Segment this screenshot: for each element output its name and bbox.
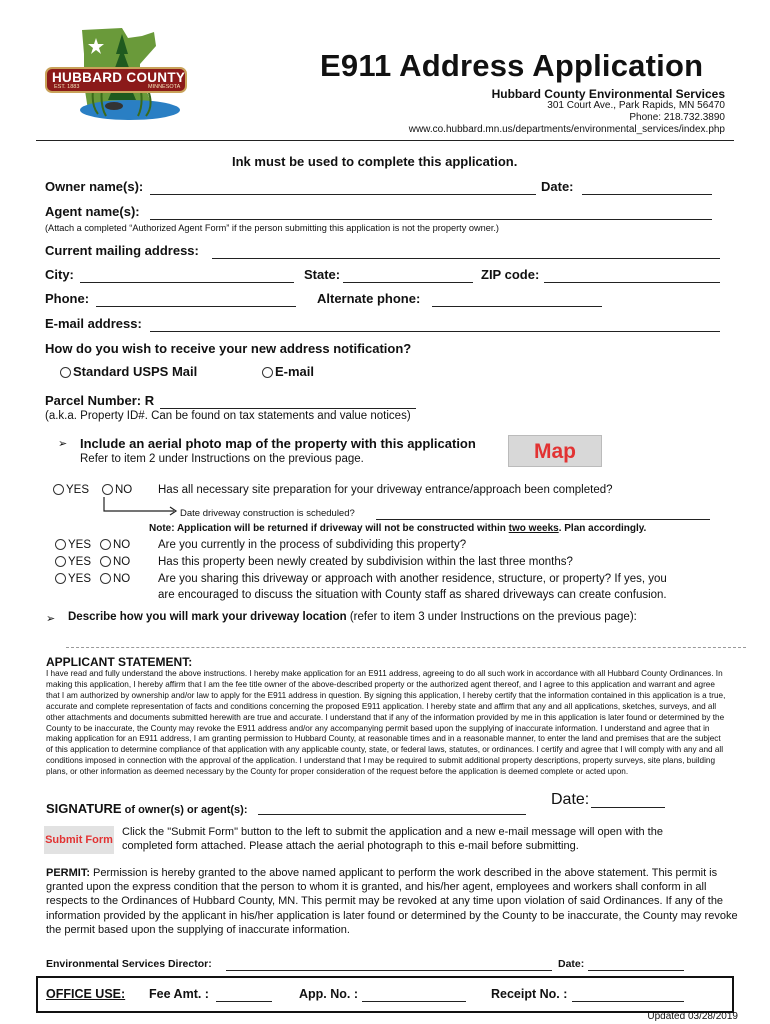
driveway-date-label: Date driveway construction is scheduled? <box>180 508 355 519</box>
parcel-label: Parcel Number: R <box>45 393 155 408</box>
agent-label: Agent name(s): <box>45 204 140 219</box>
yes-label: YES <box>68 556 92 568</box>
signature-field[interactable] <box>258 801 526 815</box>
director-signature-field[interactable] <box>226 957 552 971</box>
email-label: E-mail address: <box>45 316 142 331</box>
yes-label: YES <box>66 484 90 496</box>
statement-heading: APPLICANT STATEMENT: <box>46 655 193 669</box>
q-newly-created: Has this property been newly created by subdivision within the last three months? <box>158 556 573 568</box>
email-field[interactable] <box>150 318 720 332</box>
mailing-address-field[interactable] <box>212 245 720 259</box>
describe-bold: Describe how you will mark your driveway location <box>68 611 347 623</box>
director-date-field[interactable] <box>588 957 684 971</box>
submit-text-1: Click the "Submit Form" button to the left to submit the application and a new e-mail message will open with the <box>122 826 663 838</box>
alt-phone-label: Alternate phone: <box>317 291 421 306</box>
notify-option-usps[interactable] <box>60 364 197 379</box>
note-two-weeks: two weeks <box>508 523 559 534</box>
no-label: NO <box>113 539 131 551</box>
dept-address: 301 Court Ave., Park Rapids, MN 56470 <box>547 100 725 111</box>
ink-notice: Ink must be used to complete this application. <box>232 154 518 169</box>
city-field[interactable] <box>80 269 294 283</box>
q-sharing-2: are encouraged to discuss the situation with County staff as shared driveways can create confusion. <box>158 589 667 601</box>
statement-body: I have read and fully understand the above instructions. I hereby make application for an E911 address, agreeing to do all such work in accordance with all Hubbard County Ordinances. In making this application, I hereby affirm that I am the fee title owner of the above-described property or the authorized agent thereof, and I agree to this application and warrant and agree that I am authorized by ownership and/or law to apply for the E911 address in question. By signing this application, I hereby certify that the information contained in this application is a true, accurate and complete representation of facts and conditions concerning the proposed E911 application. I hereby state and affirm that any and all applications, sketches, surveys, and all other attachments and documents submitted herewith are true and accurate. I understand that if any of the information provided by me in this application is later found or determined by the County to be inaccurate, the County may revoke the E911 address and/or any accompanying permit based upon the supplying of inaccurate information. I understand and agree that in making application for an E911 address, I am granting permission to Hubbard County, at reasonable times and in a reasonable manner, to enter the land and premises that are the subject of this application to determine compliance of that application with any applicable county, state, or federal laws, statutes, or ordinances. I certify and agree that I will comply with any and all conditions imposed in connection with the approval of the application. I understand that I may be required to submit additional property descriptions, property surveys, site plans, building plans, or other information as deemed necessary by the County for proper consideration of the request before the application is deemed complete or acted upon. <box>46 669 726 777</box>
parcel-note: (a.k.a. Property ID#. Can be found on tax statements and value notices) <box>45 410 411 422</box>
page-title: E911 Address Application <box>320 48 704 83</box>
q-site-prep: Has all necessary site preparation for your driveway entrance/approach been completed? <box>158 484 613 496</box>
yes-label: YES <box>68 573 92 585</box>
no-label: NO <box>115 484 133 496</box>
fee-field[interactable] <box>216 988 272 1002</box>
aerial-sub: Refer to item 2 under Instructions on the previous page. <box>80 453 364 465</box>
parcel-number-field[interactable] <box>160 395 416 409</box>
describe-rest: (refer to item 3 under Instructions on the previous page): <box>346 611 637 623</box>
sharing-no-radio[interactable] <box>100 573 111 584</box>
aerial-instruction: Include an aerial photo map of the property with this application <box>80 436 476 451</box>
aerial-bullet: ➢ <box>58 438 68 450</box>
state-label: State: <box>304 267 341 282</box>
permit-label: PERMIT: <box>46 867 90 879</box>
q-subdividing: Are you currently in the process of subdividing this property? <box>158 539 467 551</box>
app-no-label: App. No. : <box>299 987 359 1001</box>
signature-big: SIGNATURE <box>46 801 122 816</box>
receipt-no-label: Receipt No. : <box>491 987 568 1001</box>
phone-field[interactable] <box>96 293 296 307</box>
describe-driveway <box>68 611 637 623</box>
site-prep-yes[interactable] <box>53 484 89 496</box>
newly-created-yes-radio[interactable] <box>55 556 66 567</box>
agent-note: (Attach a completed “Authorized Agent Form” if the person submitting this application is not the property owner.) <box>45 223 499 233</box>
county-logo <box>44 24 190 128</box>
owner-name-field[interactable] <box>150 181 536 195</box>
site-prep-yes-radio[interactable] <box>53 484 64 495</box>
driveway-note <box>149 523 646 534</box>
note-post: . Plan accordingly. <box>558 523 647 534</box>
owner-label: Owner name(s): <box>45 179 144 194</box>
submit-form-button[interactable]: Submit Form <box>44 826 114 854</box>
newly-created-no[interactable] <box>100 556 130 568</box>
describe-bullet: ➢ <box>46 613 56 625</box>
phone-label: Phone: <box>45 291 90 306</box>
driveway-description-field[interactable] <box>66 634 746 648</box>
dept-url[interactable]: www.co.hubbard.mn.us/departments/environmental_services/index.php <box>408 124 725 135</box>
signature-label <box>46 800 248 818</box>
sharing-no[interactable] <box>100 573 130 585</box>
director-label: Environmental Services Director: <box>46 958 212 970</box>
newly-created-yes[interactable] <box>55 556 91 568</box>
signature-date-field[interactable] <box>591 794 665 808</box>
header-divider <box>36 140 734 141</box>
map-button[interactable]: Map <box>508 435 602 467</box>
usps-label: Standard USPS Mail <box>73 364 198 379</box>
dept-name: Hubbard County Environmental Services <box>491 87 725 101</box>
logo-state: MINNESOTA <box>148 84 181 90</box>
email-option-label: E-mail <box>275 364 315 379</box>
arrow-connector-icon <box>100 497 180 517</box>
owner-date-label: Date: <box>541 179 574 194</box>
owner-date-field[interactable] <box>582 181 712 195</box>
newly-created-no-radio[interactable] <box>100 556 111 567</box>
state-field[interactable] <box>343 269 473 283</box>
subdividing-no-radio[interactable] <box>100 539 111 550</box>
updated-date: Updated 03/28/2019 <box>647 1011 738 1022</box>
no-label: NO <box>113 556 131 568</box>
no-label: NO <box>113 573 131 585</box>
office-use-label: OFFICE USE: <box>46 987 126 1001</box>
notify-question: How do you wish to receive your new address notification? <box>45 341 412 356</box>
usps-radio[interactable] <box>60 367 71 378</box>
director-date-label: Date: <box>558 958 585 970</box>
site-prep-no-radio[interactable] <box>102 484 113 495</box>
subdividing-yes-radio[interactable] <box>55 539 66 550</box>
note-pre: Note: Application will be returned if driveway will not be constructed within <box>149 523 509 534</box>
agent-name-field[interactable] <box>150 206 712 220</box>
sharing-yes-radio[interactable] <box>55 573 66 584</box>
signature-date-label: Date: <box>551 791 590 808</box>
submit-text-2: completed form attached. Please attach the aerial photograph to this e-mail before submitting. <box>122 840 579 852</box>
site-prep-no[interactable] <box>102 484 132 496</box>
zip-field[interactable] <box>544 269 720 283</box>
mailing-label: Current mailing address: <box>45 243 199 258</box>
signature-rest: of owner(s) or agent(s): <box>121 804 248 816</box>
permit-paragraph <box>46 866 742 937</box>
logo-est: EST. 1883 <box>54 84 80 90</box>
zip-label: ZIP code: <box>481 267 540 282</box>
notify-option-email[interactable] <box>262 364 314 379</box>
subdividing-yes[interactable] <box>55 539 91 551</box>
yes-label: YES <box>68 539 92 551</box>
dept-phone: Phone: 218.732.3890 <box>629 112 725 123</box>
fee-label: Fee Amt. : <box>149 987 209 1001</box>
email-radio[interactable] <box>262 367 273 378</box>
permit-body: Permission is hereby granted to the above named applicant to perform the work described in the above statement. This permit is granted upon the express condition that the person to whom it is granted, and his/her agent, employees and workers shall conform in all respects to the Ordinances of Hubbard County, MN. This permit may be revoked at any time upon violation of said Ordinances. If any of the information provided by the applicant in his/her application is later found or determined by the County to be inaccurate, the County may revoke the permit based upon the supplying of inaccurate information. <box>46 867 738 936</box>
alt-phone-field[interactable] <box>432 293 602 307</box>
subdividing-no[interactable] <box>100 539 130 551</box>
receipt-no-field[interactable] <box>572 988 684 1002</box>
city-label: City: <box>45 267 74 282</box>
app-no-field[interactable] <box>362 988 466 1002</box>
q-sharing: Are you sharing this driveway or approach with another residence, structure, or property? If yes, you <box>158 573 667 585</box>
logo-text: HUBBARD COUNTY <box>52 70 186 85</box>
driveway-date-field[interactable] <box>376 509 710 520</box>
sharing-yes[interactable] <box>55 573 91 585</box>
